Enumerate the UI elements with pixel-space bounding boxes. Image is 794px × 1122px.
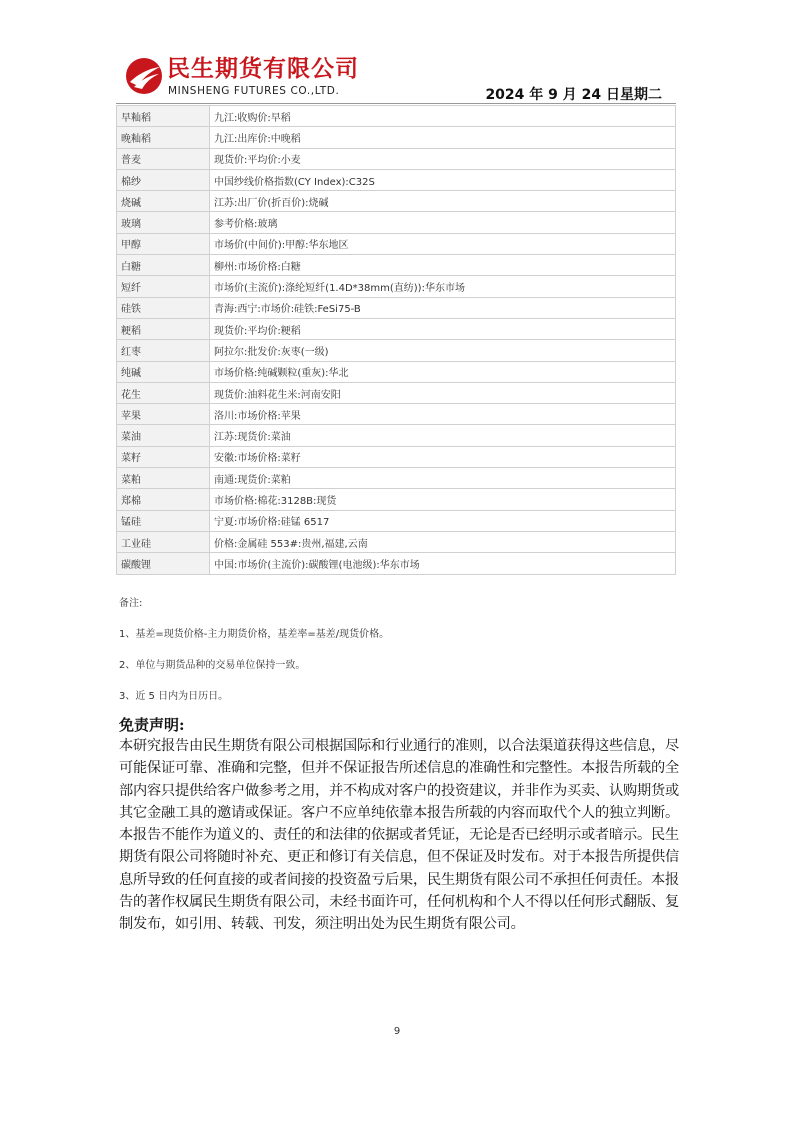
header-divider (116, 103, 676, 104)
variety-name-cell: 锰硅 (117, 510, 210, 531)
price-source-cell: 阿拉尔:批发价:灰枣(一级) (210, 340, 676, 361)
price-source-cell: 柳州:市场价格:白糖 (210, 255, 676, 276)
price-source-cell: 南通:现货价:菜粕 (210, 468, 676, 489)
price-source-cell: 江苏:出厂价(折百价):烧碱 (210, 191, 676, 212)
variety-name-cell: 菜粕 (117, 468, 210, 489)
table-row (117, 489, 676, 510)
table-row (117, 191, 676, 212)
variety-name-cell: 硅铁 (117, 297, 210, 318)
table-row (117, 361, 676, 382)
price-source-cell: 江苏:现货价:菜油 (210, 425, 676, 446)
price-source-cell: 洛川:市场价格:苹果 (210, 404, 676, 425)
price-source-cell: 市场价(主流价):涤纶短纤(1.4D*38mm(直纺)):华东市场 (210, 276, 676, 297)
variety-name-cell: 菜籽 (117, 446, 210, 467)
price-source-cell: 参考价格:玻璃 (210, 212, 676, 233)
variety-name-cell: 工业硅 (117, 531, 210, 552)
price-source-cell: 价格:金属硅 553#:贵州,福建,云南 (210, 531, 676, 552)
variety-name-cell: 郑棉 (117, 489, 210, 510)
note-item: 1、基差=现货价格-主力期货价格，基差率=基差/现货价格。 (119, 629, 390, 640)
table-row (117, 169, 676, 190)
variety-name-cell: 菜油 (117, 425, 210, 446)
report-date: 2024 年 9 月 24 日星期二 (485, 87, 662, 103)
price-source-cell: 中国纱线价格指数(CY Index):C32S (210, 169, 676, 190)
variety-name-cell: 苹果 (117, 404, 210, 425)
table-row (117, 318, 676, 339)
table-row (117, 510, 676, 531)
table-row (117, 446, 676, 467)
table-row (117, 148, 676, 169)
price-source-cell: 宁夏:市场价格:硅锰 6517 (210, 510, 676, 531)
variety-name-cell: 早籼稻 (117, 106, 210, 127)
note-item: 2、单位与期货品种的交易单位保持一致。 (119, 660, 306, 671)
price-source-cell: 青海:西宁:市场价:硅铁:FeSi75-B (210, 297, 676, 318)
table-row (117, 553, 676, 574)
price-source-cell: 市场价格:棉花:3128B:现货 (210, 489, 676, 510)
table-row (117, 255, 676, 276)
table-row (117, 340, 676, 361)
price-source-cell: 市场价(中间价):甲醇:华东地区 (210, 233, 676, 254)
variety-name-cell: 红枣 (117, 340, 210, 361)
logo-text-cn: 民生期货有限公司 (167, 56, 359, 82)
price-source-cell: 现货价:平均价:小麦 (210, 148, 676, 169)
variety-definition-table (116, 105, 676, 575)
table-row (117, 404, 676, 425)
variety-name-cell: 棉纱 (117, 169, 210, 190)
variety-name-cell: 短纤 (117, 276, 210, 297)
note-item: 3、近 5 日内为日历日。 (119, 691, 229, 702)
table-row (117, 468, 676, 489)
page-number: 9 (393, 1026, 401, 1037)
variety-name-cell: 玻璃 (117, 212, 210, 233)
table-row (117, 276, 676, 297)
variety-name-cell: 花生 (117, 382, 210, 403)
variety-name-cell: 烧碱 (117, 191, 210, 212)
price-source-cell: 市场价格:纯碱颗粒(重灰):华北 (210, 361, 676, 382)
notes-title: 备注: (119, 598, 143, 609)
table-row (117, 233, 676, 254)
price-source-cell: 现货价:平均价:粳稻 (210, 318, 676, 339)
table-row (117, 531, 676, 552)
table-row (117, 425, 676, 446)
price-source-cell: 现货价:油料花生米:河南安阳 (210, 382, 676, 403)
variety-name-cell: 粳稻 (117, 318, 210, 339)
variety-name-cell: 纯碱 (117, 361, 210, 382)
price-source-cell: 九江:收购价:早稻 (210, 106, 676, 127)
table-row (117, 297, 676, 318)
variety-name-cell: 甲醇 (117, 233, 210, 254)
company-logo-icon (124, 56, 164, 96)
price-source-cell: 中国:市场价(主流价):碳酸锂(电池级):华东市场 (210, 553, 676, 574)
disclaimer-title: 免责声明: (119, 716, 185, 734)
page-header (0, 0, 794, 104)
variety-name-cell: 白糖 (117, 255, 210, 276)
logo-text-en: MINSHENG FUTURES CO.,LTD. (168, 85, 340, 97)
table-row (117, 212, 676, 233)
table-row (117, 127, 676, 148)
variety-name-cell: 碳酸锂 (117, 553, 210, 574)
price-source-cell: 九江:出库价:中晚稻 (210, 127, 676, 148)
price-source-cell: 安徽:市场价格:菜籽 (210, 446, 676, 467)
disclaimer-body: 本研究报告由民生期货有限公司根据国际和行业通行的准则，以合法渠道获得这些信息，尽可能保证可靠、准确和完整，但并不保证报告所述信息的准确性和完整性。本报告所载的全部内容只提供给客户做参考之用，并不构成对客户的投资建议，并非作为买卖、认购期货或其它金融工具的邀请或保证。客户不应单纯依靠本报告所载的内容而取代个人的独立判断。本报告不能作为道义的、责任的和法律的依据或者凭证，无论是否已经明示或者暗示。民生期货有限公司将随时补充、更正和修订有关信息，但不保证及时发布。对于本报告所提供信息所导致的任何直接的或者间接的投资盈亏后果，民生期货有限公司不承担任何责任。本报告的著作权属民生期货有限公司，未经书面许可，任何机构和个人不得以任何形式翻版、复制发布，如引用、转载、刊发，须注明出处为民生期货有限公司。 (119, 738, 679, 933)
table-row (117, 106, 676, 127)
variety-name-cell: 普麦 (117, 148, 210, 169)
variety-name-cell: 晚籼稻 (117, 127, 210, 148)
table-row (117, 382, 676, 403)
